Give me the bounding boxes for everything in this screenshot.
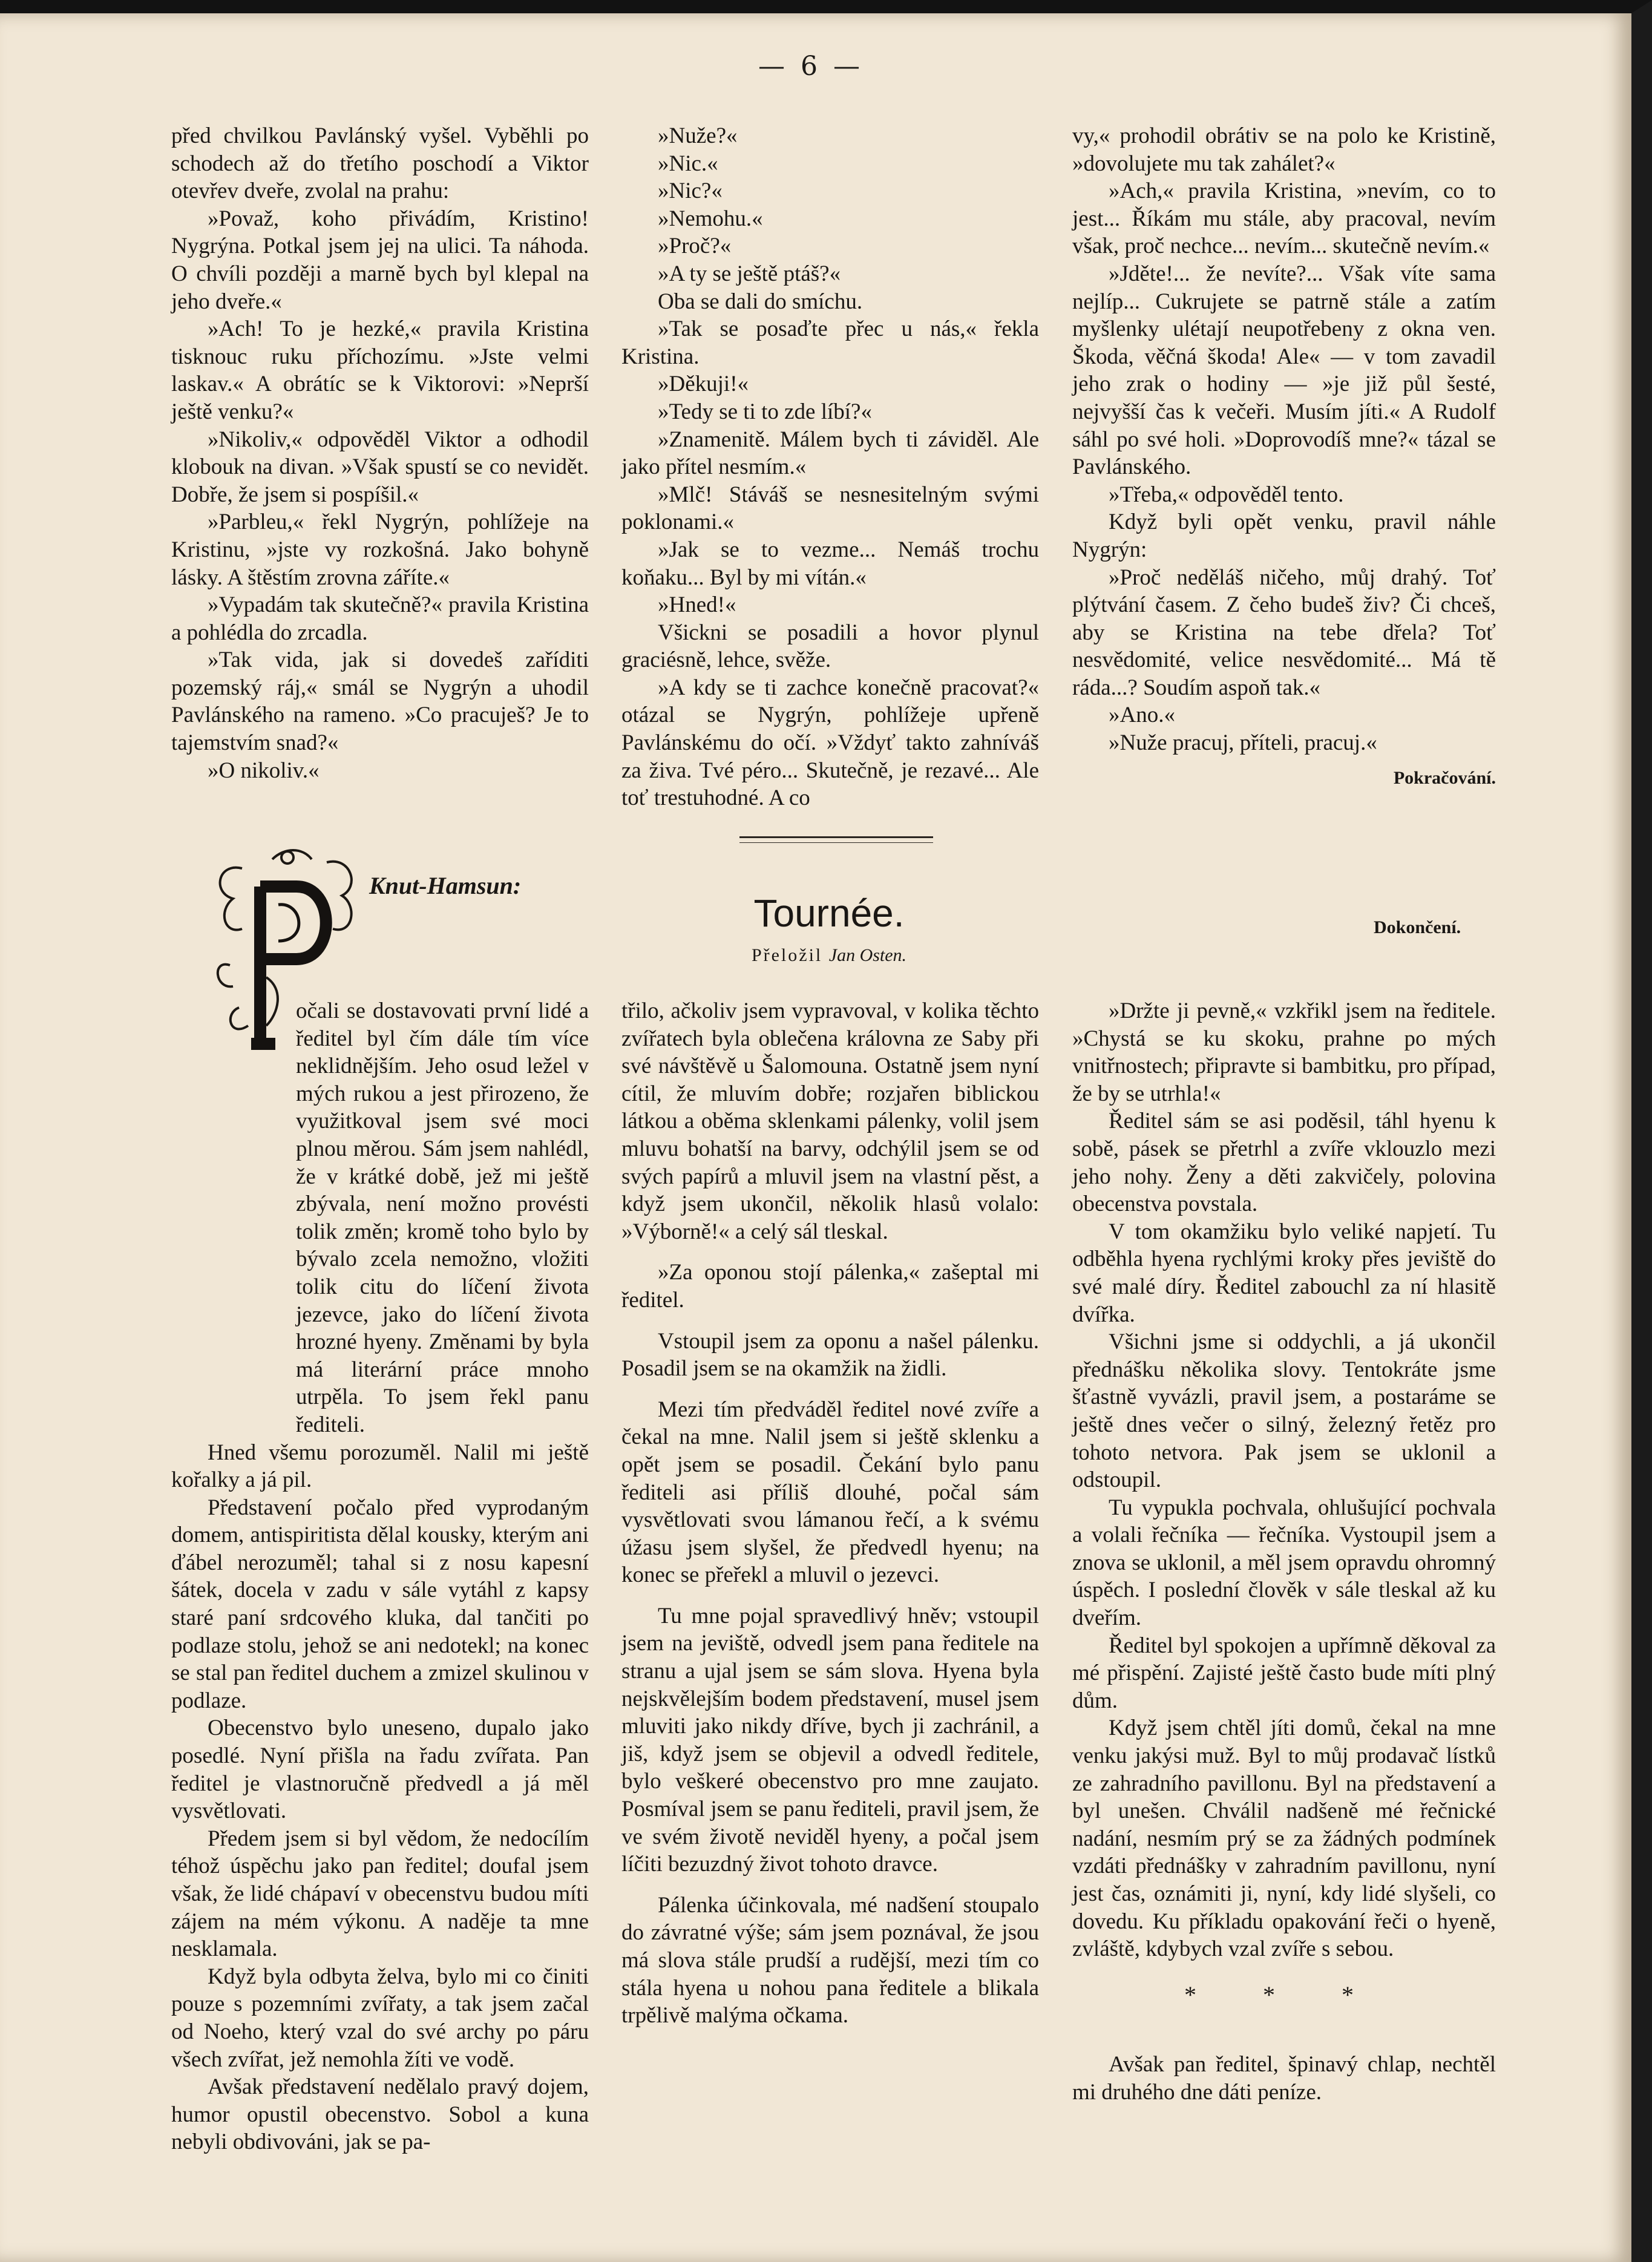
translator-prefix: Přeložil [751,945,823,965]
section-divider-thin [739,842,933,843]
paragraph: »Nikoliv,« odpověděl Viktor a odhodil klobouk na divan. »Však spustí se co nevidět. Dobře, že jsem si pospíšil.« [171,427,589,507]
paragraph: Ředitel sám se asi poděsil, táhl hyenu k sobě, pásek se přetrhl a zvíře vklouzlo mezi jeho nohy. Ženy a děti zakvičely, polovina obecenstva povstala. [1072,1109,1496,1217]
top-column-3 [1072,122,1496,792]
paragraph: »Hned!« [658,592,736,618]
article-author: Knut-Hamsun: [369,872,522,899]
paragraph: Avšak pan ředitel, špinavý chlap, nechtěl mi druhého dne dáti peníze. [1072,2052,1496,2105]
paragraph: »Tedy se ti to zde líbí?« [658,399,872,424]
paragraph: »Ach! To je hezké,« pravila Kristina tisknouc ruku příchozímu. »Jste velmi laskav.« A obrátíc se k Viktorovi: »Neprší ještě venku?« [171,316,589,424]
paragraph: Předem jsem si byl vědom, že nedocílím téhož úspěchu jako pan ředitel; doufal jsem však, že lidé chápaví v obecenstvu budou míti zájem na mém výkonu. A naděje ta mne nesklamala. [171,1826,589,1962]
paragraph: Když jsem chtěl jíti domů, čekal na mne venku jakýsi muž. Byl to můj prodavač lístků ze zahradního pavillonu. Byl na představení a byl unešen. Chválil nadšeně mé řečnické nadání, nesmím prý se za žádných podmínek vzdáti přednášky v zahradním pavillonu, nyní jest čas, oznámiti ji, nyní, kdy lidé slyšeli, co dovedu. Ku příkladu opakování řeči o hyeně, zvláště, kdybych vzal zvíře s sebou. [1072,1716,1496,1962]
article-column-1 [171,997,589,2156]
paragraph: »Nemohu.« [658,206,763,231]
paragraph: »Držte ji pevně,« vzkřikl jsem na ředitele. »Chystá se ku skoku, prahne po mých vnitřnostech; připravte si bambitku, pro případ, že by se utrhla!« [1072,998,1496,1106]
paragraph: Pálenka účinkovala, mé nadšení stoupalo do závratné výše; sám jsem poznával, že jsou má slova stále prudší a rudější, mezi tím co stála hyena u nohou pana ředitele a blikala trpělivě malýma očkama. [621,1892,1039,2028]
paragraph: Obecenstvo bylo uneseno, dupalo jako posedlé. Nyní přišla na řadu zvířata. Pan ředitel je vlastnoručně předvedl a já měl vysvětlovati. [171,1716,589,1824]
top-column-2 [621,122,1039,812]
paragraph: »Považ, koho přivádím, Kristino! Nygrýna. Potkal jsem jej na ulici. Ta náhoda. O chvíli později a marně bych byl klepal na jeho dveře.« [171,206,589,314]
paragraph: »Za oponou stojí pálenka,« zašeptal mi ředitel. [621,1260,1039,1313]
paragraph: očali se dostavovati první lidé a ředitel byl čím dále tím více neklidnějším. Jeho osud ležel v mých rukou a jest přirozeno, že využitkoval jsem své moci plnou měrou. Sám jsem nahlédl, že v krátké době, jež mi ještě zbývala, není možno provésti tolik změn; kromě toho bylo by bývalo zcela nemožno, vložiti tolik citu do líčení života jezevce, jako do líčení života hrozné hyeny. Změnami by byla má literární práce mnoho utrpěla. To jsem řekl panu řediteli. [296,998,589,1437]
ending-label: Dokončení. [1374,917,1461,937]
paragraph: Hned všemu porozuměl. Nalil mi ještě kořalky a já pil. [171,1440,589,1493]
paragraph: »Znamenitě. Málem bych ti záviděl. Ale jako přítel nesmím.« [621,427,1039,480]
article-title: Tournée. [753,891,905,935]
paragraph: »Nic?« [658,179,723,204]
continued-note: Pokračování. [1393,767,1496,788]
paragraph: Ředitel byl spokojen a upřímně děkoval za mé přispění. Zajisté ještě často bude míti plný dům. [1072,1633,1496,1713]
paragraph: Mezi tím předváděl ředitel nové zvíře a čekal na mne. Nalil jsem si ještě sklenku a opět jsem se posadil. Čekání bylo panu řediteli asi příliš dlouhé, počal sám vysvětlovati svou lámanou řečí, a k svému úžasu jsem slyšel, že předvedl hyenu; na konec se přeřekl a mluvil o jezevci. [621,1397,1039,1588]
paragraph: »Proč?« [658,234,732,259]
paragraph: »A kdy se ti zachce konečně pracovat?« otázal se Nygrýn, pohlížeje upřeně Pavlánskému do očí. »Vždyť takto zahníváš za živa. Tvé péro... Skutečně, je rezavé... Ale toť trestuhodné. A co [621,675,1039,811]
paragraph: Všichni jsme si oddychli, a já ukončil přednášku několika slovy. Tentokráte jsme šťastně vyvázli, pravil jsem, a postaráme se ještě dnes večer o silný, železný řetěz pro tohoto netvora. Pak jsem se uklonil a odstoupil. [1072,1329,1496,1493]
paragraph: »Nuže?« [658,123,738,148]
section-divider [739,836,933,838]
article-column-2 [621,997,1039,2030]
page-number: — 6 — [758,51,864,82]
paragraph: »Jděte!... že nevíte?... Však víte sama nejlíp... Cukrujete se patrně stále a zatím myšlenky ulétají neupotřebeny z okna ven. Škoda, věčná škoda! Ale« — v tom zavadil jeho zrak o hodiny — »je již půl šesté, nejvyšší čas k večeři. Musím jíti.« A Rudolf sáhl po své holi. »Doprovodíš mne?« tázal se Pavlánského. [1072,261,1496,480]
paragraph: »Ach,« pravila Kristina, »nevím, co to jest... Říkám mu stále, aby pracoval, nevím však, proč nechce... nevím... skutečně nevím.« [1072,179,1496,259]
article-column-3 [1072,997,1496,2106]
paragraph: »Třeba,« odpověděl tento. [1109,482,1344,507]
paragraph: »Děkuji!« [658,372,749,397]
top-column-1 [171,122,589,784]
paragraph: před chvilkou Pavlánský vyšel. Vyběhli po schodech až do třetího poschodí a Viktor otevřev dveře, zvolal na prahu: [171,123,589,204]
paragraph: Když byli opět venku, pravil náhle Nygrýn: [1072,510,1496,562]
article-translator [684,945,974,966]
paragraph: »Nuže pracuj, příteli, pracuj.« [1109,730,1377,756]
paragraph: Tu vypukla pochvala, ohlušující pochvala a volali řečníka — řečníka. Vystoupil jsem a znova se uklonil, a měl jsem opravdu ohromný úspěch. I poslední člověk v sále tleskal až ku dveřím. [1072,1495,1496,1631]
paragraph: »Proč neděláš ničeho, můj drahý. Toť plýtvání časem. Z čeho budeš živ? Či chceš, aby se Kristina na tebe dřela? Toť nesvědomité, velice nesvědomité... Má tě ráda...? Soudím aspoň tak.« [1072,565,1496,700]
paragraph: Když byla odbyta želva, bylo mi co činiti pouze s pozemními zvířaty, a tak jsem začal od Noeho, který vzal do své archy po páru všech zvířat, jež nemohla žíti ve vodě. [171,1964,589,2072]
paragraph: »Mlč! Stáváš se nesnesitelným svými poklonami.« [621,482,1039,535]
paragraph: V tom okamžiku bylo veliké napjetí. Tu odběhla hyena rychlými kroky přes jeviště do své malé díry. Ředitel zabouchl za ní hlasitě dvířka. [1072,1219,1496,1327]
paragraph: »Parbleu,« řekl Nygrýn, pohlížeje na Kristinu, »jste vy rozkošná. Jako bohyně lásky. A štěstím zrovna záříte.« [171,510,589,590]
paragraph: Oba se dali do smíchu. [658,289,863,314]
paragraph: »Tak vida, jak si dovedeš zaříditi pozemský ráj,« smál se Nygrýn a uhodil Pavlánského na rameno. »Co pracuješ? Je to tajemstvím snad?« [171,647,589,756]
paragraph: třilo, ačkoliv jsem vypravoval, v kolika těchto zvířatech byla oblečena královna ze Saby při své návštěvě u Šalomouna. Ostatně jsem nyní cítil, že mluvím dobře; rozjařen biblickou látkou a oběma sklenkami pálenky, volil jsem mluvu bohatší na barvy, odchýlil jsem se od svých papírů a mluvil jsem na vlastní pěst, a když jsem ukončil, několik hlasů volalo: »Výborně!« a celý sál tleskal. [621,998,1039,1244]
paragraph: Vstoupil jsem za oponu a našel pálenku. Posadil jsem se na okamžik na židli. [621,1328,1039,1382]
section-stars: * * * [1184,1981,1384,2008]
paragraph: vy,« prohodil obrátiv se na polo ke Kristině, »dovolujete mu tak zahálet?« [1072,123,1496,176]
paragraph: »O nikoliv.« [208,758,320,783]
paragraph: »Nic.« [658,151,718,176]
paragraph: Představení počalo před vyprodaným domem, antispiritista dělal kousky, kterým ani ďábel nerozuměl; tahal si z nosu kapesní šátek, docela v zadu v sále vytáhl z kapsy staré paní srdcového kluka, dal tančiti po podlaze stolu, jehož se ani nedotekl; na konec se stal pan ředitel duchem a zmizel skulinou v podlaze. [171,1495,589,1713]
paragraph: Avšak představení nedělalo pravý dojem, humor opustil obecenstvo. Sobol a kuna nebyli obdivováni, jak se pa- [171,2074,589,2155]
paragraph: Všickni se posadili a hovor plynul graciésně, lehce, svěže. [621,620,1039,673]
translator-name: Jan Osten. [828,945,907,965]
paragraph: »Vypadám tak skutečně?« pravila Kristina a pohlédla do zrcadla. [171,592,589,645]
paragraph: Tu mne pojal spravedlivý hněv; vstoupil jsem na jeviště, odvedl jsem pana ředitele na stranu a ujal jsem se sám slova. Hyena byla nejskvělejším bodem představení, musel jsem mluviti jako nikdy dříve, bych ji zachránil, a jiš, když jsem se objevil a odvedl ředitele, bylo veškeré obecenstvo pro mne zaujato. Posmíval jsem se panu řediteli, pravil jsem, že ve svém životě neviděl hyeny, a počal jsem líčiti bezuzdný život tohoto dravce. [621,1603,1039,1877]
paragraph: »Jak se to vezme... Nemáš trochu koňaku... Byl by mi vítán.« [621,537,1039,590]
paragraph: »Tak se posaďte přec u nás,« řekla Kristina. [621,316,1039,369]
paragraph: »Ano.« [1109,703,1175,728]
paragraph: »A ty se ještě ptáš?« [658,261,841,286]
